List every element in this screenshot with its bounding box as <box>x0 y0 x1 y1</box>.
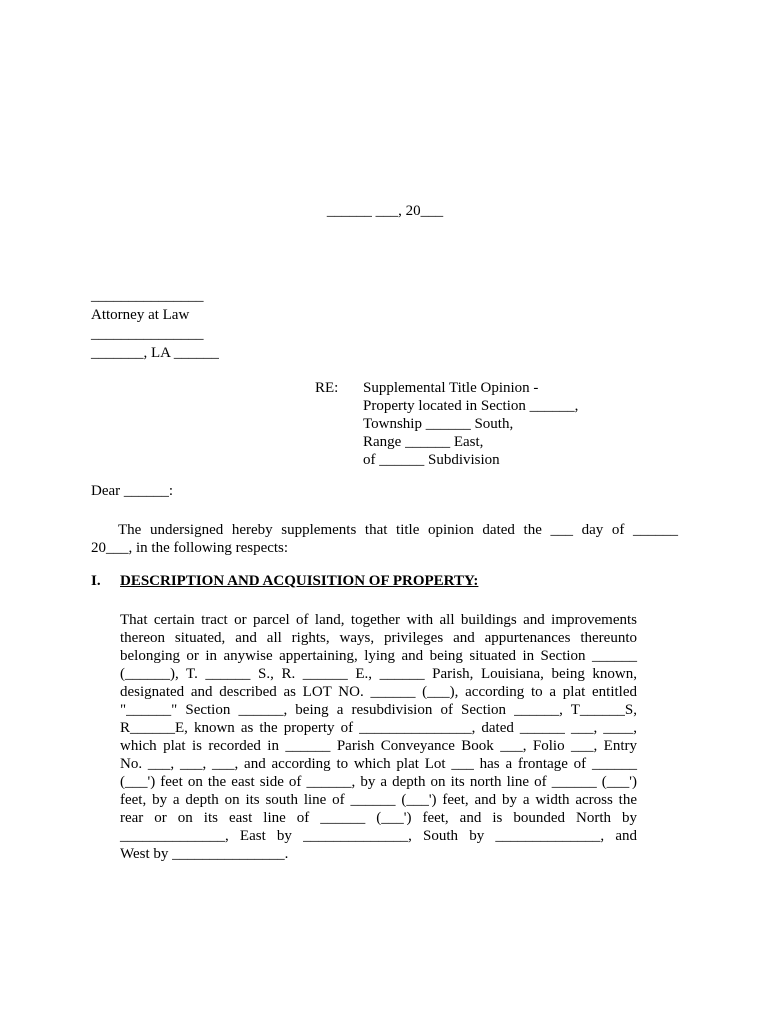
body-paragraph-line: which plat is recorded in ______ Parish Conveyance Book ___, Folio ___, Entry <box>120 738 637 754</box>
section-heading-title: DESCRIPTION AND ACQUISITION OF PROPERTY: <box>120 573 479 589</box>
intro-paragraph <box>91 521 678 557</box>
section-heading <box>91 572 478 590</box>
salutation-line: Dear ______: <box>91 483 174 499</box>
property-description-paragraph <box>120 611 637 863</box>
re-subject-block <box>315 379 578 469</box>
re-subject-line: Supplemental Title Opinion - <box>363 380 539 396</box>
re-subject-line: Property located in Section ______, <box>363 398 579 414</box>
body-paragraph-line: (______), T. ______ S., R. ______ E., ______ Parish, Louisiana, being known, <box>120 666 637 682</box>
re-subject-line: Township ______ South, <box>363 416 514 432</box>
body-paragraph-line: West by _______________. <box>120 846 289 862</box>
re-subject-line: of ______ Subdivision <box>363 452 500 468</box>
body-paragraph-line: rear or on its east line of ______ (___') feet, and is bounded North by <box>120 810 637 826</box>
re-subject-line: Range ______ East, <box>363 434 484 450</box>
section-number: I. <box>91 573 101 589</box>
addressee-address-blank: _______________ <box>91 326 204 342</box>
date-blank-line: ______ ___, 20___ <box>326 203 444 219</box>
intro-paragraph-line: 20___, in the following respects: <box>91 540 289 556</box>
re-label: RE: <box>315 380 339 396</box>
body-paragraph-line: thereon situated, and all rights, ways, privileges and appurtenances thereunto <box>120 630 637 646</box>
body-paragraph-line: belonging or in anywise appertaining, lying and being situated in Section ______ <box>120 648 637 664</box>
body-paragraph-line: (___') feet on the east side of ______, by a depth on its north line of ______ (___') <box>120 774 637 790</box>
re-subject-lines <box>363 379 578 469</box>
addressee-name-blank: _______________ <box>91 288 204 304</box>
body-paragraph-line: ______________, East by ______________, South by ______________, and <box>120 828 637 844</box>
addressee-title: Attorney at Law <box>91 307 190 323</box>
intro-paragraph-line: The undersigned hereby supplements that title opinion dated the ___ day of ______ <box>118 522 678 538</box>
body-paragraph-line: No. ___, ___, ___, and according to which plat Lot ___ has a frontage of ______ <box>120 756 637 772</box>
body-paragraph-line: feet, by a depth on its south line of ______ (___') feet, and by a width across the <box>120 792 637 808</box>
body-paragraph-line: That certain tract or parcel of land, together with all buildings and improvements <box>120 612 637 628</box>
body-paragraph-line: R______E, known as the property of _______________, dated ______ ___, ____, <box>120 720 637 736</box>
addressee-city-state-line: _______, LA ______ <box>91 345 219 361</box>
body-paragraph-line: designated and described as LOT NO. ______ (___), according to a plat entitled <box>120 684 637 700</box>
addressee-block <box>91 287 219 363</box>
body-paragraph-line: "______" Section ______, being a resubdivision of Section ______, T______S, <box>120 702 637 718</box>
